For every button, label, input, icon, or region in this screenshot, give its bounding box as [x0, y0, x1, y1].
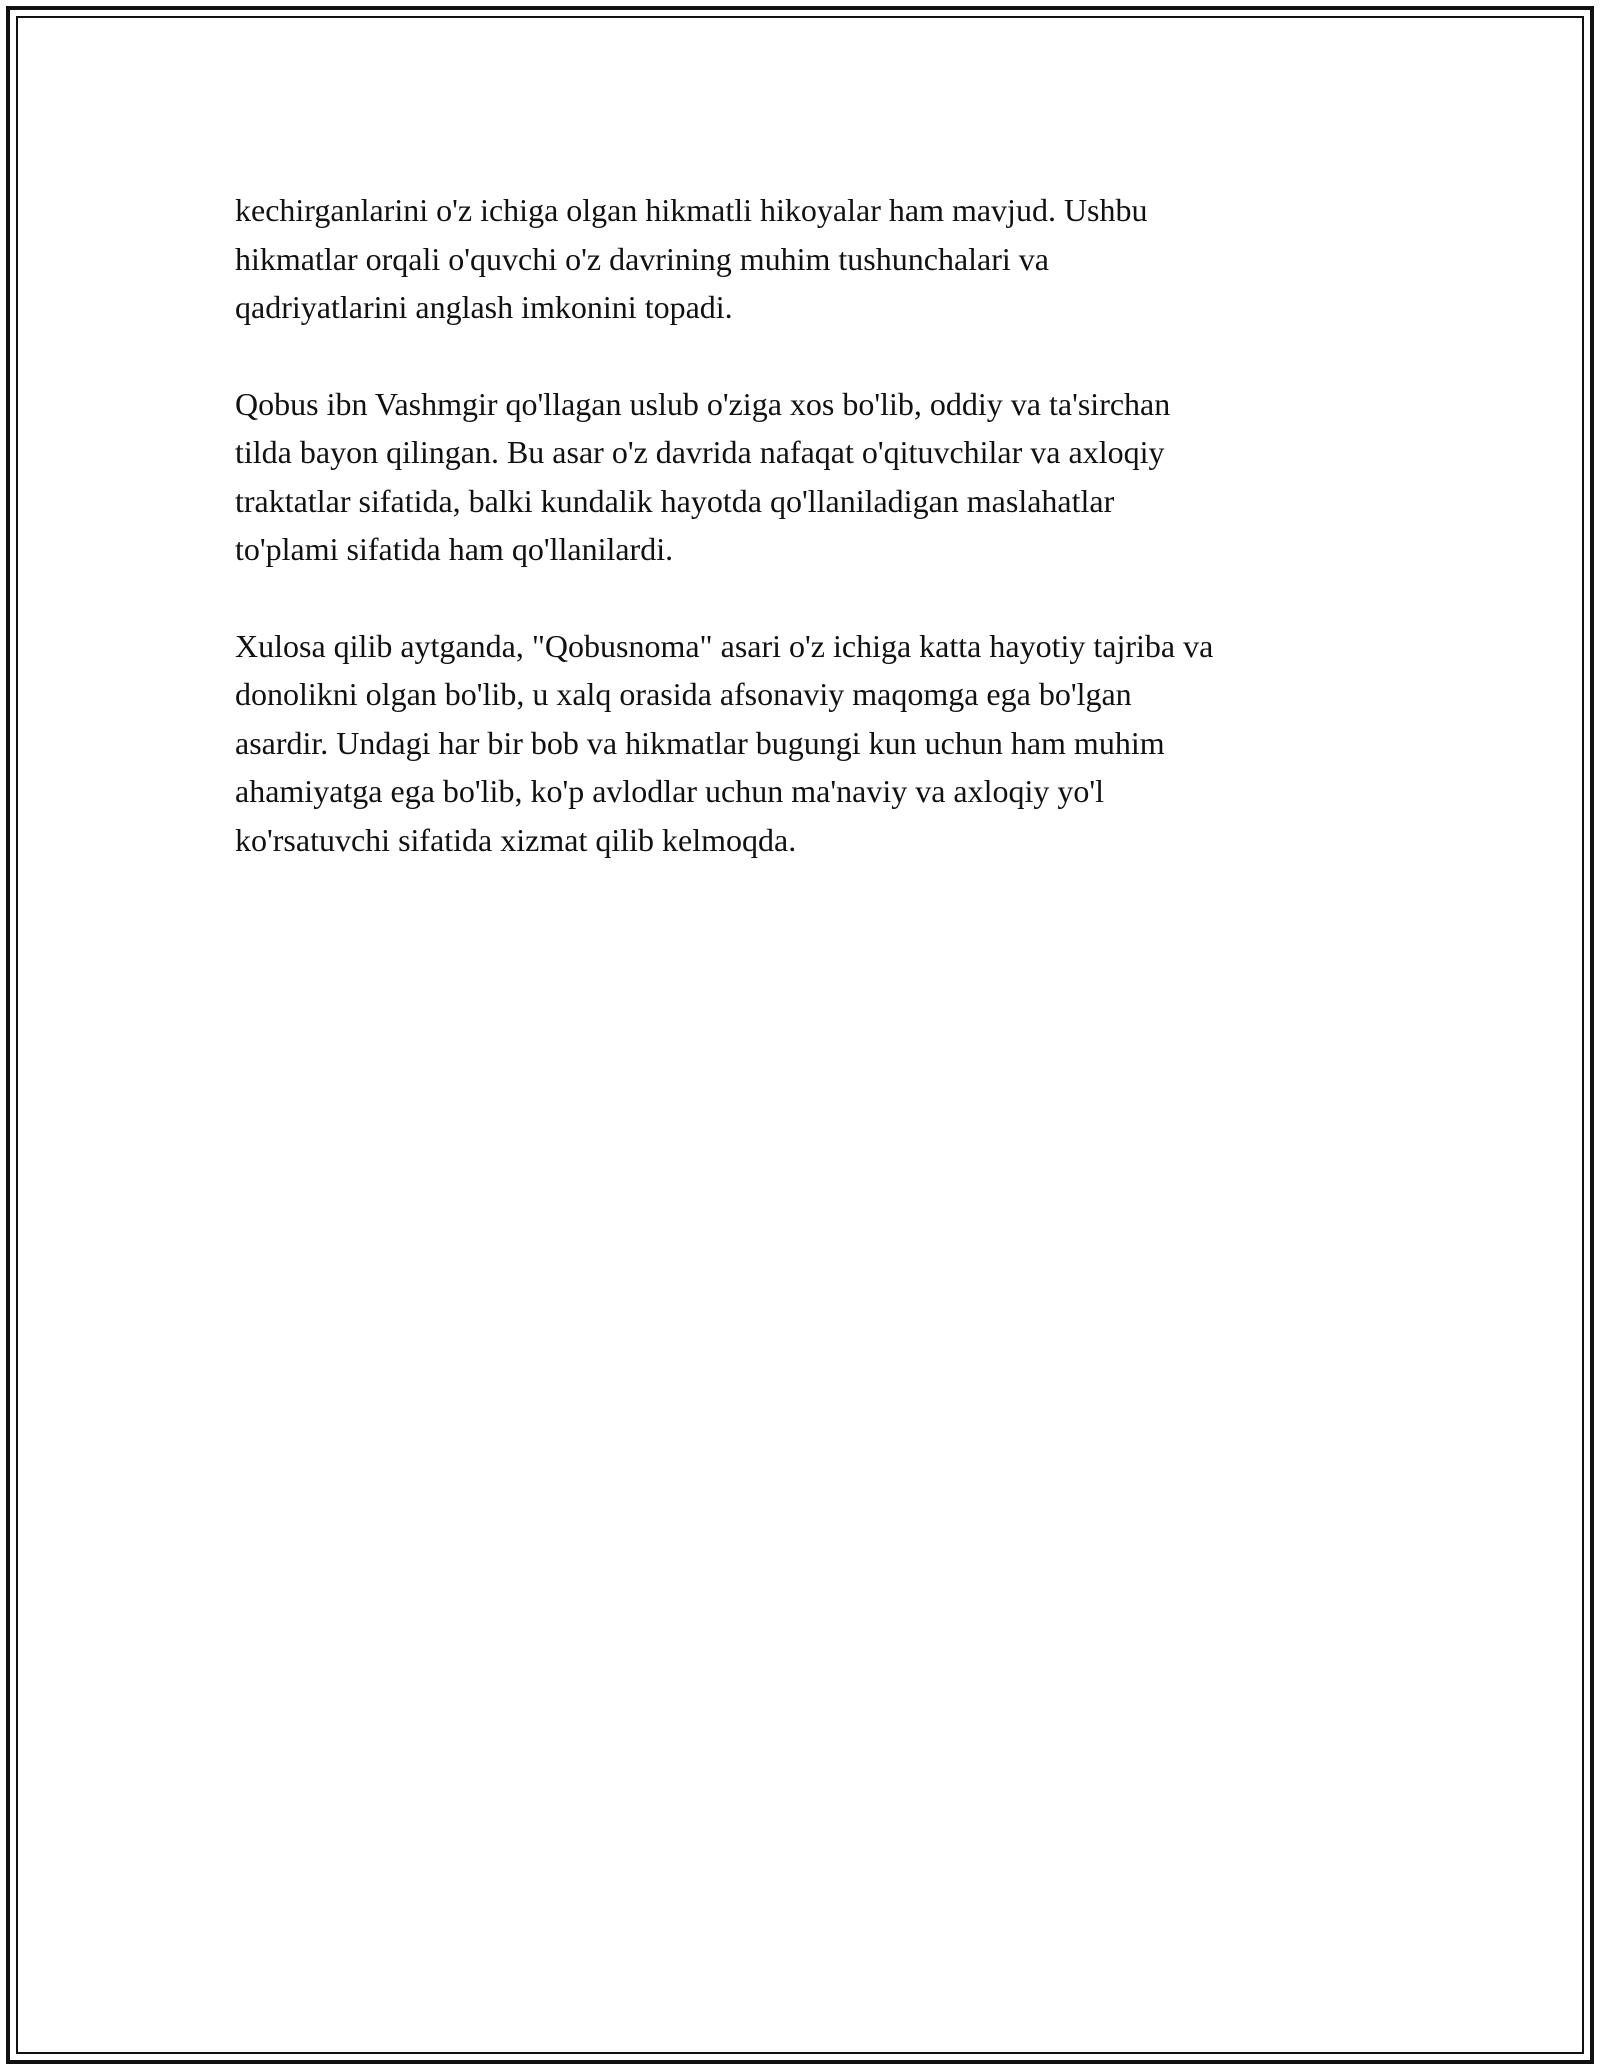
paragraph-2 — [235, 380, 1385, 574]
text-line: Qobus ibn Vashmgir qo'llagan uslub o'ziga xos bo'lib, oddiy va ta'sirchan — [235, 385, 1171, 422]
text-line: qadriyatlarini anglash imkonini topadi. — [235, 289, 733, 325]
text-line: donolikni olgan bo'lib, u xalq orasida afsonaviy maqomga ega bo'lgan — [235, 676, 1132, 712]
paragraph-1 — [235, 186, 1385, 332]
text-line: asardir. Undagi har bir bob va hikmatlar bugungi kun uchun ham muhim — [235, 724, 1165, 761]
text-line: hikmatlar orqali o'quvchi o'z davrining muhim tushunchalari va — [235, 240, 1049, 277]
paragraph-3 — [235, 622, 1385, 865]
text-line: tilda bayon qilingan. Bu asar o'z davrida nafaqat o'qituvchilar va axloqiy — [235, 434, 1165, 470]
text-line: kechirganlarini o'z ichiga olgan hikmatli hikoyalar ham mavjud. Ushbu — [235, 192, 1148, 228]
text-line: ko'rsatuvchi sifatida xizmat qilib kelmoqda. — [235, 821, 797, 858]
text-line: Xulosa qilib aytganda, "Qobusnoma" asari o'z ichiga katta hayotiy tajriba va — [235, 627, 1214, 664]
text-line: to'plami sifatida ham qo'llanilardi. — [235, 531, 674, 567]
text-line: traktatlar sifatida, balki kundalik hayotda qo'llaniladigan maslahatlar — [235, 482, 1115, 519]
document-body — [235, 186, 1385, 912]
text-line: ahamiyatga ega bo'lib, ko'p avlodlar uchun ma'naviy va axloqiy yo'l — [235, 773, 1105, 809]
